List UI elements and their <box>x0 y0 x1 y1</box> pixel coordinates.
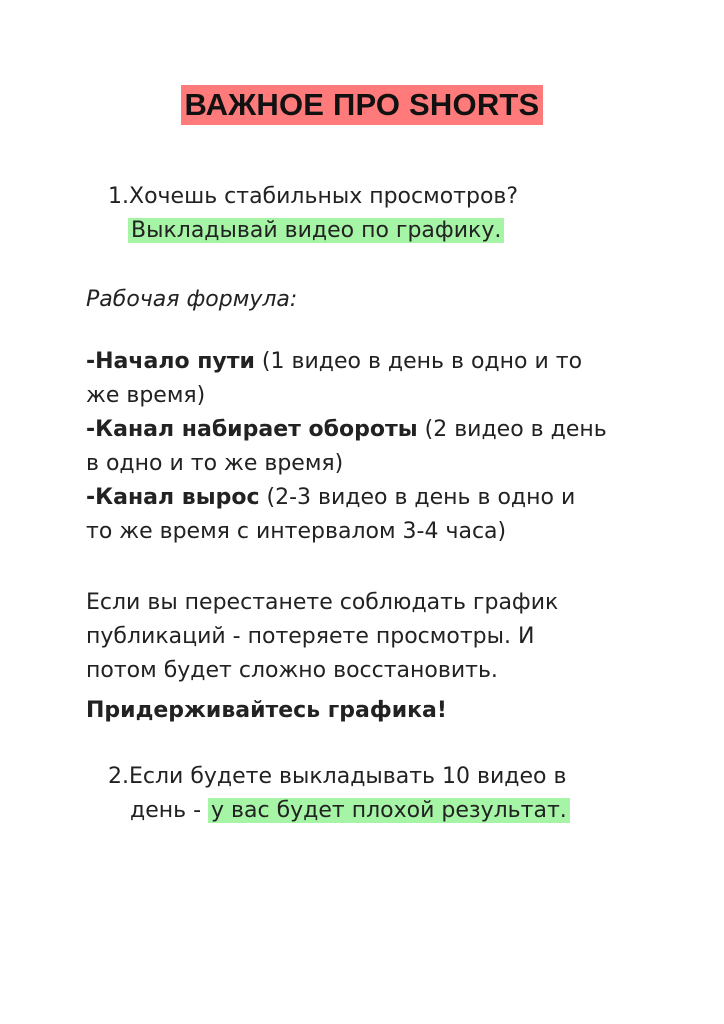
item-2-number: 2. <box>108 764 129 789</box>
item-2 <box>108 760 570 828</box>
item-2-line-1 <box>108 760 570 794</box>
stage-start <box>86 345 607 413</box>
item-2-prefix: день - <box>130 798 209 823</box>
item-1-line-1 <box>108 180 518 214</box>
warning-emphasis: Придерживайтесь графика! <box>86 698 447 723</box>
item-1-number: 1. <box>108 184 129 209</box>
stage-growing-label: -Канал набирает обороты <box>86 417 418 442</box>
stage-grown-label: -Канал вырос <box>86 485 260 510</box>
formula-stages <box>86 345 607 549</box>
stage-growing-desc-1: (2 видео в день <box>417 417 607 442</box>
warning-line-2: публикаций - потеряете просмотры. И <box>86 624 535 649</box>
item-1 <box>108 180 518 248</box>
formula-heading: Рабочая формула: <box>86 287 298 312</box>
stage-growing-desc-2: в одно и то же время) <box>86 451 344 476</box>
stage-start-label: -Начало пути <box>86 349 255 374</box>
warning-line-1: Если вы перестанете соблюдать график <box>86 590 559 615</box>
item-2-text: Если будете выкладывать 10 видео в <box>129 764 567 789</box>
stage-grown-desc-2: то же время с интервалом 3-4 часа) <box>86 519 507 544</box>
warning-line-3: потом будет сложно восстановить. <box>86 658 498 683</box>
stage-growing <box>86 413 607 481</box>
page-title: ВАЖНОЕ ПРО SHORTS <box>181 85 544 125</box>
title-wrapper <box>0 85 724 125</box>
item-1-line-2 <box>108 214 518 248</box>
stage-start-desc-1: (1 видео в день в одно и то <box>254 349 583 374</box>
item-1-highlight: Выкладывай видео по графику. <box>128 218 504 243</box>
item-1-question: Хочешь стабильных просмотров? <box>129 184 519 209</box>
item-2-highlight: у вас будет плохой результат. <box>208 798 570 823</box>
stage-grown <box>86 481 607 549</box>
stage-grown-desc-1: (2-3 видео в день в одно и <box>259 485 576 510</box>
warning-paragraph <box>86 586 558 728</box>
stage-start-desc-2: же время) <box>86 383 206 408</box>
item-2-line-2 <box>108 794 570 828</box>
